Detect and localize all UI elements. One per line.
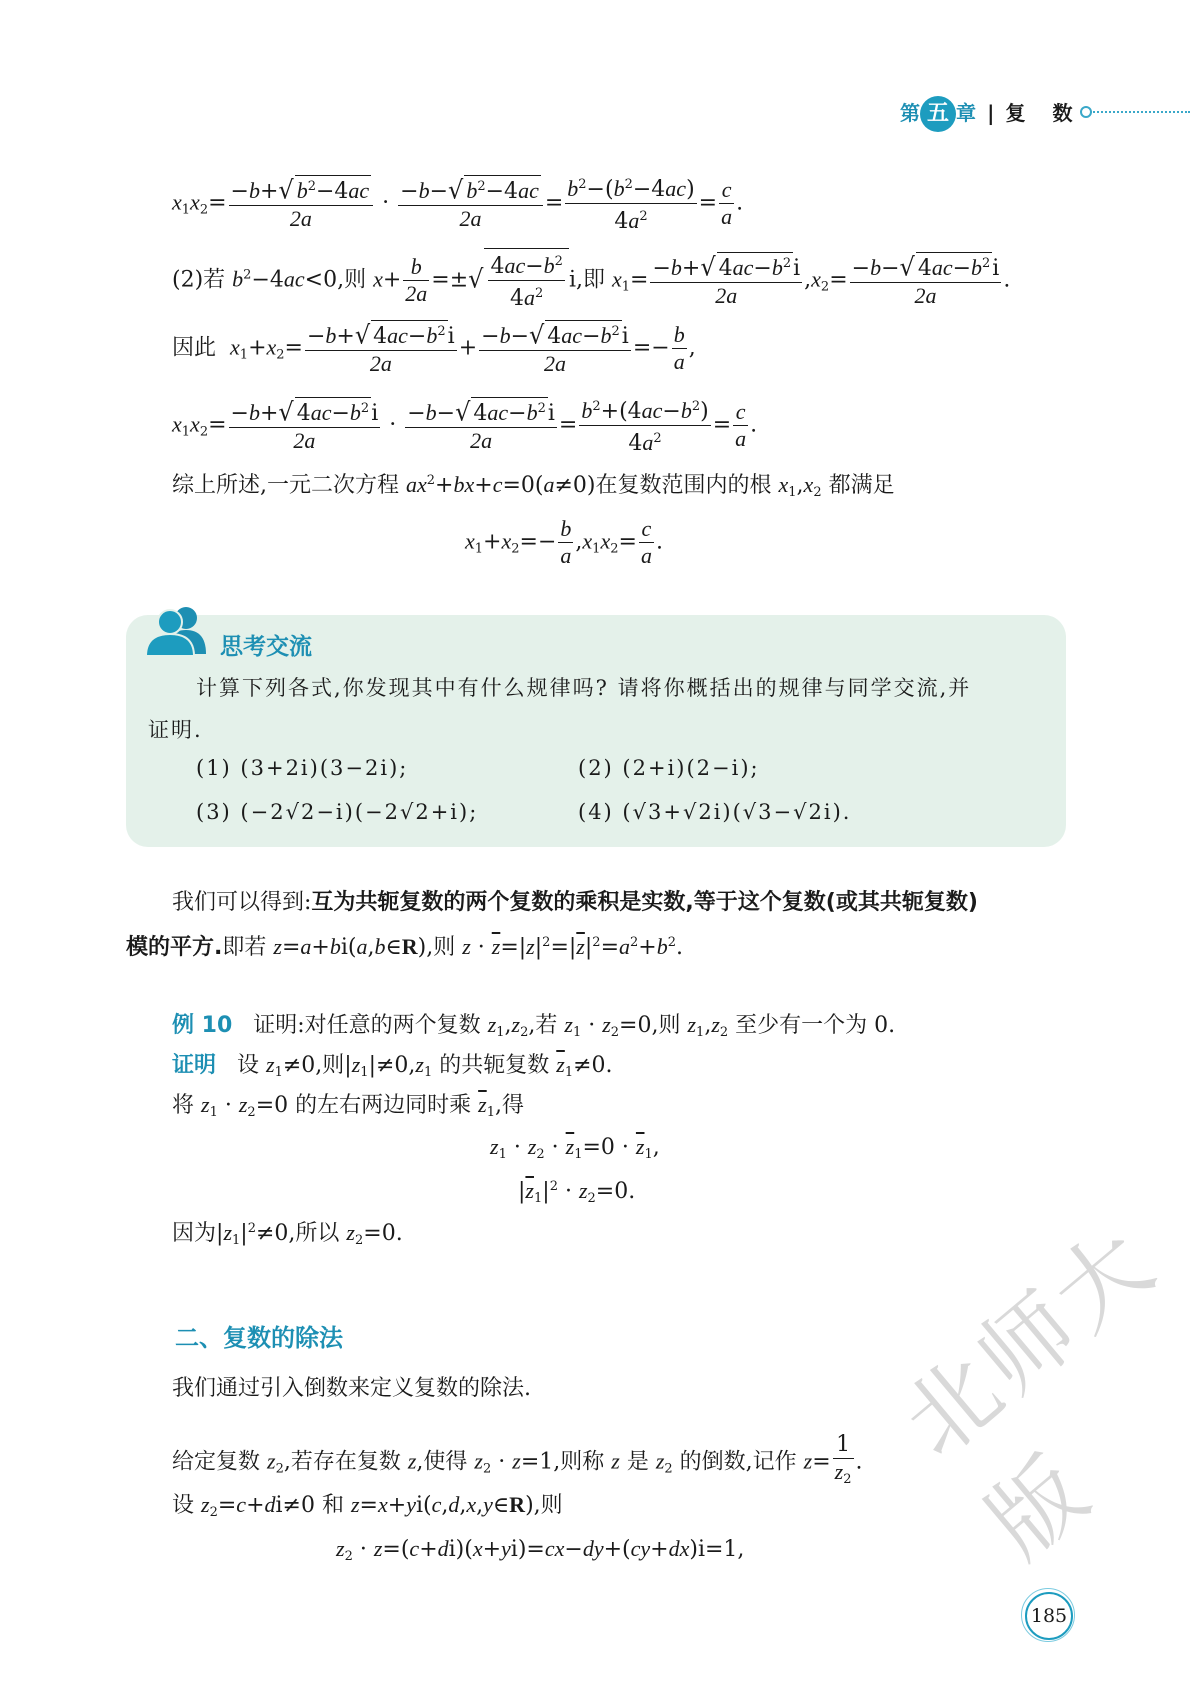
example-10-line: 例 10 证明:对任意的两个复数 $z_1,z_2$,若 $z_1 \cdot z_2=0$,则 $z_1,z_2$ 至少有一个为 0. xyxy=(172,1012,896,1040)
given-1: 给定复数 xyxy=(172,1449,261,1475)
summary-mid: 在复数范围内的根 xyxy=(595,473,772,498)
given-3: ,使得 xyxy=(416,1449,468,1475)
conclusion-line1 xyxy=(172,888,978,918)
example-text: 证明:对任意的两个复数 xyxy=(253,1013,481,1038)
header-dotted-rule xyxy=(1090,111,1190,113)
example-label: 例 10 xyxy=(172,1013,233,1038)
page-number: 185 xyxy=(1025,1592,1073,1640)
given-2: ,若存在复数 xyxy=(283,1449,401,1475)
proof-text-1: 设 xyxy=(237,1053,260,1078)
let-text: 设 xyxy=(172,1493,195,1518)
case2-prefix: (2)若 xyxy=(172,267,226,293)
chapter-suffix: 章 xyxy=(956,101,976,125)
think-title: 思考交流 xyxy=(220,634,312,660)
think-item-1: (1) (3+2i)(3−2i); xyxy=(196,756,409,780)
formula-case2-sum: 因此 $x_1+x_2=$ $\frac{-b+√ 4ac-b^2i}{2a}$ + $\frac{-b-√ 4ac-b^2i}{2a}$ =− $\frac{b}{a}$ , xyxy=(172,320,696,376)
section-title-division: 二、复数的除法 xyxy=(175,1324,343,1352)
summary-text: 综上所述,一元二次方程 xyxy=(172,473,399,498)
chapter-number: 五 xyxy=(920,96,956,132)
think-item-3: (3) (−2√2−i)(−2√2+i); xyxy=(196,800,479,824)
summary-line: 综上所述,一元二次方程 $ax^2+bx+c=0(a\ne 0)$在复数范围内的根 $x_1,x_2$ 都满足 xyxy=(172,472,895,500)
header-separator: | xyxy=(987,101,995,125)
so-text: ,所以 xyxy=(288,1221,340,1246)
conclusion-bold-2: 模的平方. xyxy=(126,935,223,960)
formula-case2-roots: (2)若 $b^2-4ac<0$,则 x+ $\frac{b}{2a}$ =±√ $\frac{4ac-b^2}{4a^2}$ i,即 $x_1=$ $\frac{-b+√ 4ac-b^2i}{2a}$ $,x_2=$ $\frac{-b-√ 4ac-b^2i}{2a}$ . xyxy=(172,248,1010,312)
formula-case2-product: $x_1x_2=$ $\frac{-b+√ 4ac-b^2i}{2a}$ · $\frac{-b-√ 4ac-b^2i}{2a}$ = $\frac{b^2+(4ac-b^2)}{4a^2}$ = $\frac{c}{a}$ . xyxy=(172,394,757,457)
proof-eq-2: $|\overline{z}_1|^2 \cdot z_2=0$. xyxy=(518,1178,636,1206)
proof-line: 证明 设 $z_1\ne 0$,则$|z_1|\ne 0,z_1$ 的共轭复数 $\overline{z}_1\ne 0$. xyxy=(172,1052,613,1080)
multiply-text-2: 的左右两边同时乘 xyxy=(295,1093,472,1118)
multiply-line: 将 $z_1 \cdot z_2=0$ 的左右两边同时乘 $\overline{z}_1$,得 xyxy=(172,1092,524,1120)
and-text: 和 xyxy=(321,1493,344,1518)
conclusion-bold-1: 互为共轭复数的两个复数的乘积是实数,等于这个复数(或其共轭复数) xyxy=(311,890,978,915)
conclusion-rest: 即若 xyxy=(222,935,267,960)
proof-eq-1: $z_1 \cdot z_2 \cdot \overline{z}_1=0 \cdot \overline{z}_1$, xyxy=(490,1134,660,1162)
think-item-4: (4) (√3+√2i)(√3−√2i). xyxy=(578,800,852,824)
think-prompt-line2: 证明. xyxy=(148,718,203,742)
example-text-2: ,若 xyxy=(528,1013,558,1038)
because-text: 因为 xyxy=(172,1221,217,1246)
then-text: ,则 xyxy=(533,1493,563,1518)
people-icon xyxy=(142,604,216,656)
therefore-label: 因此 xyxy=(172,335,217,361)
proof-text-3: 的共轭复数 xyxy=(439,1053,550,1078)
think-item-2: (2) (2+i)(2−i); xyxy=(578,756,760,780)
chapter-prefix: 第 xyxy=(900,101,920,125)
chapter-header xyxy=(900,96,1082,136)
multiply-text-3: ,得 xyxy=(494,1093,524,1118)
example-text-3: ,则 xyxy=(651,1013,681,1038)
summary-end: 都满足 xyxy=(828,473,895,498)
product-expansion: $z_2 \cdot z=(c+di)(x+yi)=cx-dy+(cy+dx)i=1$, xyxy=(336,1536,745,1564)
division-intro: 我们通过引入倒数来定义复数的除法. xyxy=(172,1376,531,1401)
conclusion-start: 我们可以得到: xyxy=(172,890,312,915)
conclusion-line2: 模的平方.即若 z=a+bi(a,b∈R),则 $z \cdot \overline{z}=|z|^2=|\overline{z}|^2=a^2+b^2$. xyxy=(126,934,683,960)
vieta-formula: $x_1+x_2=-$ $\frac{b}{a}$ $,x_1x_2=$ $\frac{c}{a}$ . xyxy=(465,516,663,568)
proof-label: 证明 xyxy=(172,1053,217,1078)
think-prompt-line1: 计算下列各式,你发现其中有什么规律吗? 请将你概括出的规律与同学交流,并 xyxy=(196,676,972,700)
example-text-4: 至少有一个为 0. xyxy=(735,1013,896,1038)
given-6: 的倒数,记作 xyxy=(679,1449,797,1475)
given-4: ,则称 xyxy=(553,1449,605,1475)
proof-text-2: ,则 xyxy=(315,1053,345,1078)
publisher-watermark: 北师大版 xyxy=(882,1206,1177,1579)
reciprocal-definition: 给定复数 $z_2$,若存在复数 z,使得 $z_2 \cdot z=1$,则称 z 是 $z_2$ 的倒数,记作 z= $\frac{1}{z_2}$ . xyxy=(172,1432,863,1487)
because-line: 因为$|z_1|^2\ne 0$,所以 $z_2=0$. xyxy=(172,1220,403,1248)
chapter-name: 复 数 xyxy=(1005,101,1083,125)
formula-case1-product: $x_1x_2=$ $\frac{-b+√ b^2-4ac}{2a}$ · $\frac{-b-√ b^2-4ac}{2a}$ = $\frac{b^2-(b^2-4ac)}{4a^2}$ = $\frac{c}{a}$ . xyxy=(172,172,743,235)
given-5: 是 xyxy=(626,1449,649,1475)
let-line: 设 $z_2=c+di\ne 0$ 和 z=x+yi(c,d,x,y∈R),则 xyxy=(172,1492,563,1520)
multiply-text-1: 将 xyxy=(172,1093,195,1118)
